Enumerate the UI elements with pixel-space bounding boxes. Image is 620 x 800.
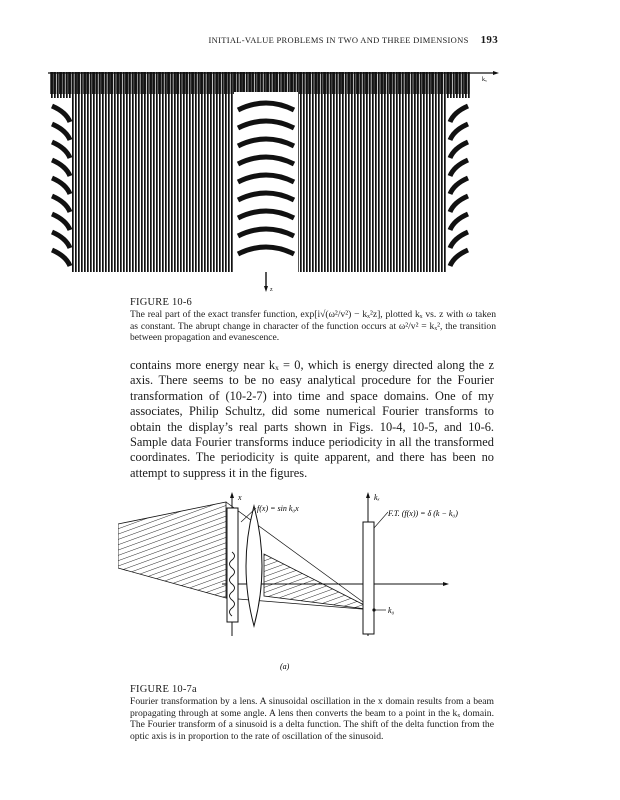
incoming-beam xyxy=(118,502,226,598)
input-plane xyxy=(227,508,238,622)
figure-10-6-caption: The real part of the exact transfer function, exp[i√(ω²/v²) − kₓ²z], plotted kₓ vs. z with ω taken as constant. The abrupt change in character of the function occurs at ω²/v² = kₓ², the transition between propagation and evanescence. xyxy=(130,309,496,344)
evanescent-band-right xyxy=(446,98,470,272)
evanescent-band-center xyxy=(234,92,298,272)
figure-10-7a-label: FIGURE 10-7a xyxy=(130,684,197,695)
axis-x-label: x xyxy=(238,493,242,502)
converging-beam xyxy=(264,554,374,610)
k0-label: k₀ xyxy=(388,606,395,615)
page-number: 193 xyxy=(480,34,498,46)
body-paragraph: contains more energy near kₓ = 0, which is energy directed along the z axis. There seems to be no easy analytical procedure for the Fourier transformation of (10-2-7) into time and space domains. One of my associates, Philip Schultz, did some numerical Fourier transforms to obtain the display’s real parts shown in Figs. 10-4, 10-5, and 10-6. Sample data Fourier transforms induce periodicity in all the transformed coordinates. The periodicity is quite apparent, and there has been no attempt to suppress it in the figures. xyxy=(130,358,494,480)
ft-label: F.T. (f(x)) = δ (k − k₀) xyxy=(388,509,458,518)
figure-10-7a-diagram xyxy=(118,486,518,676)
axis-kx-label-7a: kₓ xyxy=(374,493,380,502)
fx-label: f(x) = sin k₀x xyxy=(257,504,299,513)
figure-10-6-image xyxy=(48,62,500,294)
figure-10-6-label: FIGURE 10-6 xyxy=(130,297,192,308)
lens xyxy=(246,506,262,626)
output-plane xyxy=(363,522,374,634)
running-title: INITIAL-VALUE PROBLEMS IN TWO AND THREE DIMENSIONS xyxy=(208,35,469,45)
axis-kx-label: kₓ xyxy=(482,77,487,83)
running-head xyxy=(0,34,498,46)
axis-z-label: z xyxy=(270,287,273,293)
evanescent-band-left xyxy=(50,98,72,272)
subfig-label: (a) xyxy=(280,662,290,671)
figure-10-7a-caption: Fourier transformation by a lens. A sinusoidal oscillation in the x domain results from a beam propagating through at some angle. A lens then converts the beam to a point in the kₓ domain. The Fourier transform of a sinusoid is a delta function. The shift of the delta function from the optic axis is in proportion to the rate of oscillation of the sinusoid. xyxy=(130,696,494,742)
